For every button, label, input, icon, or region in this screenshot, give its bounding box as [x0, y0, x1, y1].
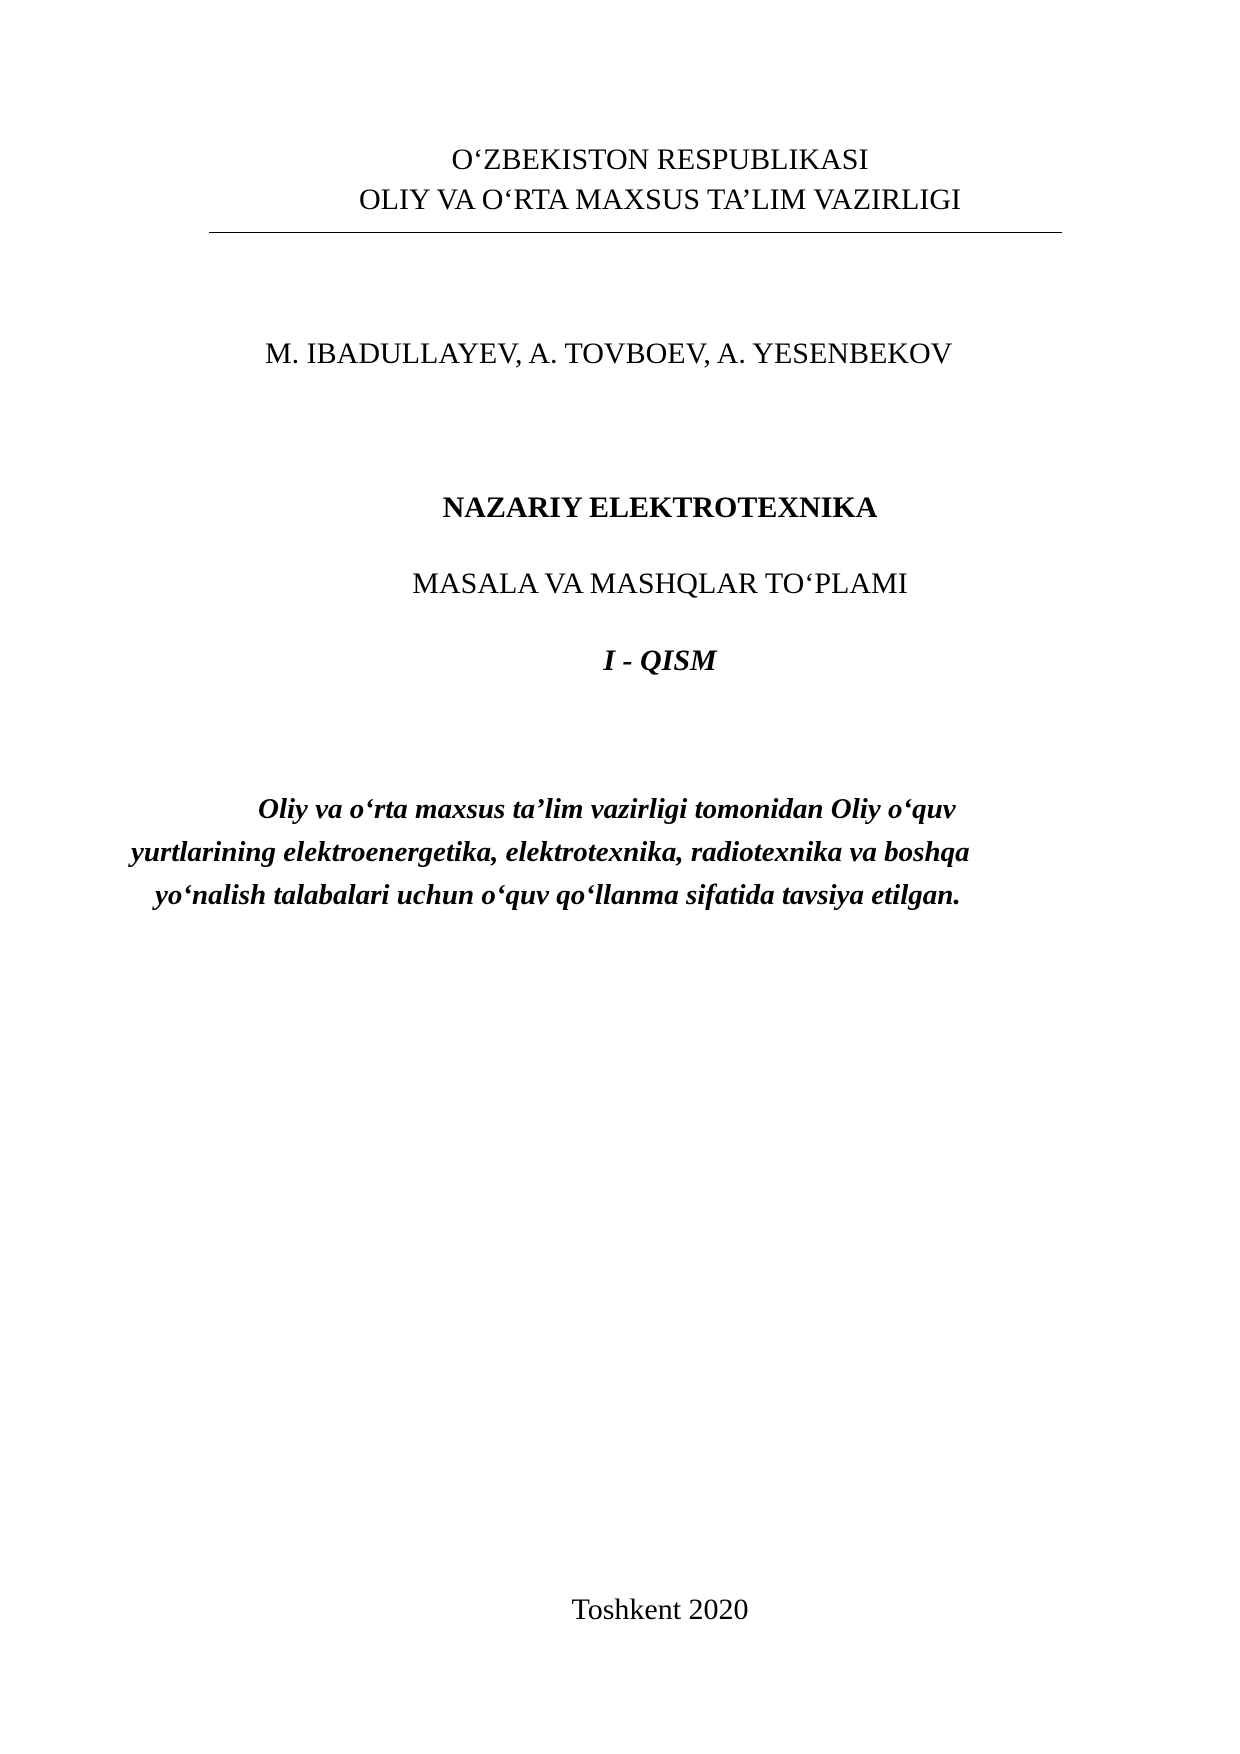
- ministry-line-2: OLIY VA O‘RTA MAXSUS TA’LIM VAZIRLIGI: [358, 183, 962, 216]
- ministry-line-1: O‘ZBEKISTON RESPUBLIKASI: [451, 143, 869, 176]
- place-year: Toshkent 2020: [571, 1593, 749, 1626]
- header-rule: [209, 232, 1062, 233]
- book-title: NAZARIY ELEKTROTEXNIKA: [442, 491, 878, 524]
- recommendation-line-3: yo‘nalish talabalari uchun o‘quv qo‘llanma sifatida tavsiya etilgan.: [155, 879, 961, 911]
- book-subtitle: MASALA VA MASHQLAR TO‘PLAMI: [412, 567, 908, 600]
- recommendation-line-1: Oliy va o‘rta maxsus ta’lim vazirligi tomonidan Oliy o‘quv: [258, 793, 956, 825]
- part-label: I - QISM: [603, 644, 717, 677]
- recommendation-line-2: yurtlarining elektroenergetika, elektrotexnika, radiotexnika va boshqa: [131, 836, 970, 868]
- authors: M. IBADULLAYEV, A. TOVBOEV, A. YESENBEKOV: [265, 337, 953, 370]
